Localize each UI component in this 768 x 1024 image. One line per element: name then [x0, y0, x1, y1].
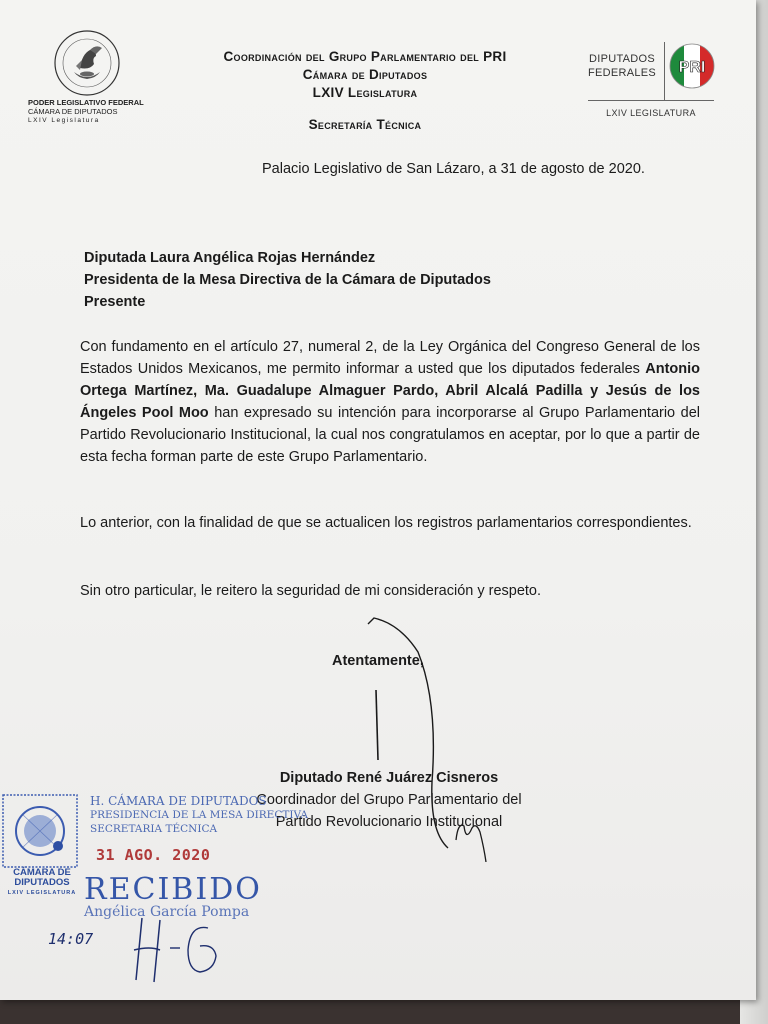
letterhead-line: LXIV Legislatura — [312, 85, 418, 100]
mexican-coat-of-arms-icon — [52, 28, 122, 98]
letterhead-title — [160, 48, 570, 134]
letterhead-subtitle: Secretaría Técnica — [308, 117, 422, 132]
signer-title: Partido Revolucionario Institucional — [275, 814, 503, 830]
signer-name: Diputado René Juárez Cisneros — [279, 770, 499, 786]
paragraph-1-intro: Con fundamento en el artículo 27, numeral 2, de la Ley Orgánica del Congreso General de los Estados Unidos Mexicanos, me permito informar a usted que los diputados federales — [80, 339, 700, 377]
seal-caption-line: PODER LEGISLATIVO FEDERAL — [28, 98, 144, 107]
recipient-salutation: Presente — [84, 294, 146, 310]
party-label-line: DIPUTADOS — [588, 53, 656, 65]
paragraph-1 — [80, 336, 700, 468]
paragraph-1-names: Antonio Ortega Martínez, Ma. Guadalupe Almaguer Pardo, Abril Alcalá Padilla y Jesús de los Ángeles Pool Moo — [80, 361, 700, 421]
recipient-name: Diputada Laura Angélica Rojas Hernández — [84, 250, 376, 266]
stamp-line: PRESIDENCIA DE LA MESA DIRECTIVA — [90, 809, 308, 821]
stamp-date: 31 AGO. 2020 — [96, 846, 211, 864]
stamp-seal-line: LXIV LEGISLATURA — [7, 890, 77, 896]
closing: Atentamente, — [332, 653, 424, 669]
stamp-line: H. CÁMARA DE DIPUTADOS — [90, 794, 267, 808]
pri-logo-icon — [668, 42, 716, 90]
party-label-line: FEDERALES — [587, 67, 657, 79]
party-legislature: LXIV LEGISLATURA — [606, 108, 696, 118]
receiver-signature-scribble — [130, 910, 230, 990]
stamp-received-by: Angélica García Pompa — [84, 904, 250, 920]
stamp-seal-line: DIPUTADOS — [14, 877, 70, 888]
chamber-seal-stamp-icon — [2, 794, 78, 868]
bleed-through — [260, 222, 264, 238]
paragraph-1-rest: han expresado su intención para incorporarse al Grupo Parlamentario del Partido Revolucionario Institucional, la cual nos congratulamos en aceptar, por lo que a partir de esta fecha forman parte de este Grupo Parlamentario. — [80, 405, 700, 465]
seal-caption — [28, 98, 148, 125]
divider — [588, 100, 714, 101]
party-label — [584, 52, 660, 80]
recipient-title: Presidenta de la Mesa Directiva de la Cámara de Diputados — [84, 272, 491, 288]
pri-logo-text: PRI — [678, 59, 706, 76]
stamp-line: SECRETARIA TÉCNICA — [90, 823, 218, 835]
seal-caption-line: CÁMARA DE DIPUTADOS — [28, 107, 118, 116]
seal-caption-line: LXIV Legislatura — [28, 117, 100, 124]
stamp-institution — [2, 868, 82, 898]
paragraph-2: Lo anterior, con la finalidad de que se actualicen los registros parlamentarios correspondientes. — [80, 515, 692, 531]
stamp-seal-line: CÁMARA DE — [13, 867, 71, 878]
handwritten-time: 14:07 — [48, 930, 94, 948]
letterhead-line: Cámara de Diputados — [302, 67, 428, 82]
divider — [664, 42, 665, 100]
signer-title: Coordinador del Grupo Parlamentario del — [256, 792, 522, 808]
letterhead-line: Coordinación del Grupo Parlamentario del PRI — [223, 49, 507, 64]
paragraph-3: Sin otro particular, le reitero la seguridad de mi consideración y respeto. — [80, 583, 542, 599]
recipient-block — [84, 247, 644, 313]
stamp-received: RECIBIDO — [84, 872, 262, 907]
place-and-date: Palacio Legislativo de San Lázaro, a 31 de agosto de 2020. — [262, 161, 645, 177]
stamp-header — [90, 794, 308, 836]
